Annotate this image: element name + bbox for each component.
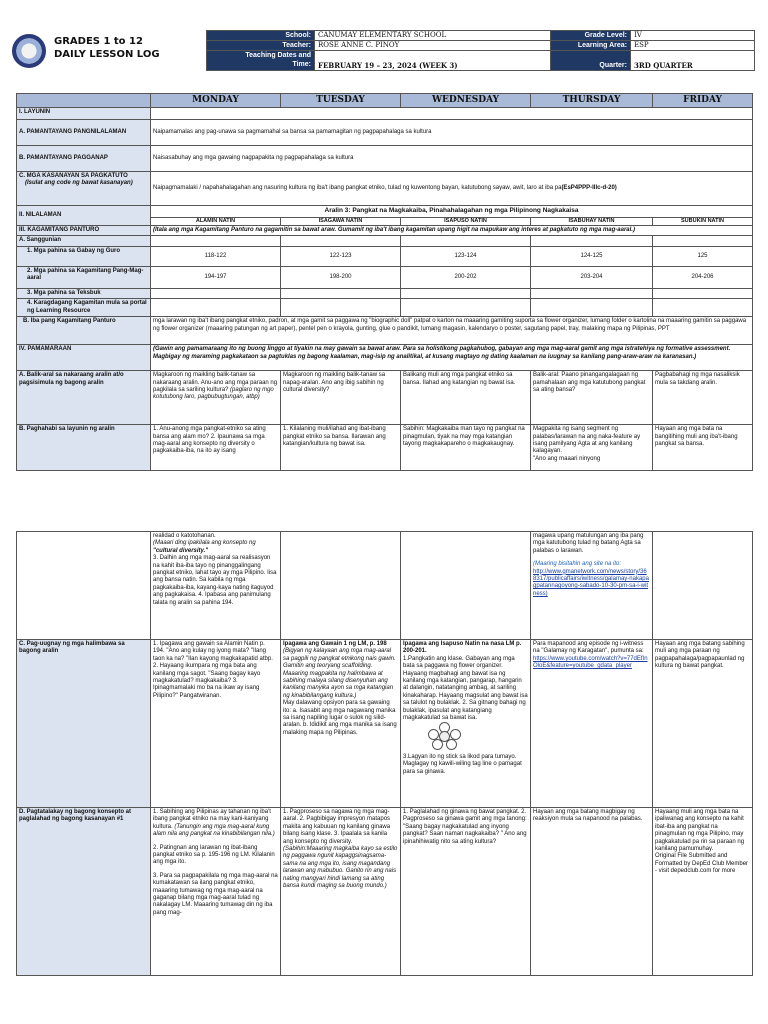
day-monday: MONDAY [151,94,281,108]
iba-pang-kagamitan: mga larawan ng iba't ibang pangkat etniko, padron, at mga gamit sa paggawa ng "biographic doll" patpat o karton na maaaring gamiting suporta sa flower organizer, lumang folder o kartolina na maaaring gamitin sa paggawa ng flower organizer (maaaring patungan ng art paper), pentel pen o krayola, gunting, glue o pandikit, lumang magasin, kalendaryo o poster, sagutang papel, tray, malaking mapa ng Pilipinas, PPT [151,317,753,345]
pag-uugnay-monday: 1. Ipagawa ang gawain sa Alamin Natin p. 194. "Ano ang kulay ng iyong mata? "Ilang taon ka na? "Ilan kayong magkakapatid atbp. 2. Hayaang ikumpara ng mga bata ang kanilang mga sagot. "Saang bagay kayo magkakatulad? magkakaiba? 3. Ipinagmamalaki mo ba na ikaw ay isang Pilipino?" Pangatwiranan. [151,640,281,808]
area-value: ESP [631,41,755,51]
deped-seal-icon [12,34,46,68]
header-info-table: School: CANUMAY ELEMENTARY SCHOOL Grade Level: IV Teacher: ROSE ANNE C. PIÑOY Learning Area: ESP Teaching Dates and Time: FEBRUARY 19 – 23, 2024 (WEEK 3) Quarter: 3RD QUARTER [206,30,755,71]
day-tuesday: TUESDAY [281,94,401,108]
nilalaman-title: Aralin 3: Pangkat na Magkakaiba, Pinahahalagahan ng mga Pilipinong Nagkakaisa [151,206,753,218]
day-thursday: THURSDAY [531,94,653,108]
pagtatalakay-tuesday: 1. Pagproseso sa nagawa ng mga mag-aaral. 2. Pagbibigay impresyon matapos makita ang kabuuan ng kanilang ginawa bilang isang klase. 3. Ipaalala sa kanila ang konsepto ng diversity. (Sabihin:Maaaring magkaiba kayo sa estilo ng paggawa ngunit kapaggsinagsama-sama na ang mga ito, isang magandang larawan ang mabubuo. Ganito rin ang nais nating mangyari hindi lamang sa ating bansa kundi maging sa buong mundo.) [281,808,401,976]
dates-value: FEBRUARY 19 – 23, 2024 (WEEK 3) [315,51,551,71]
kagamitan-note: (Itala ang mga Kagamitang Panturo na gagamitin sa bawat araw. Gumamit ng iba't ibang kagamitan upang higit na mapukaw ang interes at pagkatuto ng mga mag-aaral.) [151,226,753,236]
pamantayang-pangnilalaman: Naipamamalas ang pag-unawa sa pagmamahal sa bansa sa pamamagitan ng pagpapahalaga sa kultura [151,120,753,146]
section-layunin: I. LAYUNIN [17,108,151,120]
continued-thursday: magawa upang matulungan ang iba pang mga katutubong tulad ng batang Agta sa palabas o larawan. (Maaring bisitahin ang site na ito: http://www.gmanetwork.com/news/story/368317/publicaffairs/iwitness/galamay-nakapagpatannagoyong-sabado-10-30-pm-sa-i-witness) [531,532,653,640]
balik-monday: Magkaroon ng maikling balik-tanaw sa nakaraang aralin. Anu-ano ang mga paraan ng pagkilala sa sariling kultura? (paglaro ng mgo kotutubong laro, pagbubugtungan, atbp) [151,371,281,425]
pag-uugnay-friday: Hayaan ang mga batang sabihing muli ang mga paraan ng pagpapahalaga/pagpapaunlad ng kultura ng bawat pangkat. [653,640,753,808]
balik-wednesday: Balikang muli ang mga pangkat etniko sa bansa. Ilahad ang katangian ng bawat isa. [401,371,531,425]
balik-friday: Pagbabahagi ng mga nasaliksik mula sa takdang aralin. [653,371,753,425]
pagtatalakay-monday: 1. Sabihing ang Pilipinas ay tahanan ng iba't ibang pangkat etniko na may kani-kaniyang kultura. (Tanungin ang mga mag-aaral kung alam nila ang pangkat na kinabibilangan nila.) 2. Patingnan ang larawan ng ibat-ibang pangkat etniko sa p. 195-196 ng LM. Kilalanin ang mga ito. 3. Para sa pagpapakilala ng mga mag-aaral na kumakatawan sa ilang pangkat etniko, maaaring tumawag ng mga mag-aaral na gaganap bilang mga mag-aaral tulad ng nakalagay LM. Maaaring tumawag din ng iba pang mag- [151,808,281,976]
paghahabi-friday: Hayaan ang mga bata na bangitihing muli ang iba't-ibang pangkat sa bansa. [653,425,753,471]
paghahabi-monday: 1. Anu-anong mga pangkat-etniko sa ating bansa ang alam mo? 2. Ipaunawa sa mga mag-aaral ang konsepto ng diversity o pagkakaiba-iba, na ito ay isang [151,425,281,471]
school-value: CANUMAY ELEMENTARY SCHOOL [315,31,551,41]
paghahabi-wednesday: Sabihin: Magkakaiba man tayo ng pangkat na pinagmulan, tiyak na may mga katangian tayong magkakapareho o magkakaugnay. [401,425,531,471]
pagtatalakay-wednesday: 1. Paglalahad ng ginawa ng bawat pangkat. 2. Pagproseso sa ginawa gamit ang mga tanong: "Saang bagay nagkakatulad ang inyong pangkat? Saan naman nagkakaiba? " Ano ang ipinahihiwatig nito sa ating kultura? [401,808,531,976]
log-title: GRADES 1 to 12 DAILY LESSON LOG [54,36,160,60]
balik-tuesday: Magkaroon ng maikling balik-tanaw sa napag-aralan. Ano ang ibig sabihin ng cultural diversity? [281,371,401,425]
pag-uugnay-thursday: Para mapanood ang episode ng i-witness na "Galamay ng Karagatan", pumunta sa: https://www.youtube.com/watch?v=77dEfInOloE&feature=youtube_gdata_player [531,640,653,808]
flower-organizer-icon [428,722,462,750]
paghahabi-thursday: Magpakita ng isang segment ng palabas/larawan na ang naka-feature ay isang pamilyang Agta at ang kanilang kalagayan. "Ano ang maaari ninyong [531,425,653,471]
paghahabi-tuesday: 1. Kilalaning muli/ilahad ang ibat-ibang pangkat etniko sa bansa. Ilarawan ang katangian/kultura ng bawat isa. [281,425,401,471]
pamantayang-pagganap: Naisasabuhay ang mga gawaing nagpapakita ng pagpapahalaga sa kultura [151,146,753,172]
kasanayan: Naipagmamalaki / napahahalagahan ang nasuring kultura ng iba't ibang pangkat etniko, tulad ng kuwentong bayan, katutubong sayaw, awit, laro at iba pa(EsP4PPP-IIIc-d-20) [151,172,753,206]
day-friday: FRIDAY [653,94,753,108]
lesson-log-table: MONDAY TUESDAY WEDNESDAY THURSDAY FRIDAY I. LAYUNIN A. PAMANTAYANG PANGNILALAMAN Naipamamalas ang pag-unawa sa pagmamahal sa bansa sa pamamagitan ng pagpapahalaga sa kultura B. PAMANTAYANG PAGGANAP Naisasabuhay ang mga gawaing nagpapakita ng pagpapahalaga sa kultura C. MGA KASANAYAN SA PAGKATUTO (Isulat ang code ng bawat kasanayan) Naipagmamalaki / napahahalagahan ang nasuring kultura ng iba't ibang pangkat etniko, tulad ng kuwentong bayan, katutubong sayaw, awit, laro at iba pa(EsP4PPP-IIIc-d-20) II. NILALAMAN Aralin 3: Pangkat na Magkakaiba, Pinahahalagahan ng mga Pilipinong Nagkakaisa ALAMIN NATIN ISAGAWA NATIN ISAPUSO NATIN ISABUHAY NATIN SUBUKIN NATIN III. KAGAMITANG PANTURO (Itala ang mga Kagamitang Panturo na gagamitin sa bawat araw. Gumamit ng iba't ibang kagamitan upang higit na mapukaw ang interes at pagkatuto ng mga mag-aaral.) A. Sanggunian 1. Mga pahina sa Gabay ng Guro 118-122 122-123 123-124 124-125 125 2. Mga pahina sa Kagamitang Pang-Mag-aaral 194-197 198-200 200-202 203-204 204-206 3. Mga pahina sa Teksbuk 4. Karagdagang Kagamitan mula sa portal ng Learning Resource B. Iba pang Kagamitang Panturo mga larawan ng iba't ibang pangkat etniko, padron, at mga gamit sa paggawa ng "biographic doll" patpat o karton na maaaring gamiting suporta sa flower organizer, lumang folder o kartolina na maaaring gamitin sa paggawa ng flower organizer (maaaring patungan ng art paper), pentel pen o krayola, gunting, glue o pandikit, lumang magasin, kalendaryo o poster, sagutang papel, tray, malaking mapa ng Pilipinas, PPT IV. PAMAMARAAN (Gawin ang pamamaraang ito ng buong linggo at tiyakin na may gawain sa bawat araw. Para sa holistikong pagkahubog, gabayan ang mga mag-aaral gamit ang mga istratehiya ng formative assessment. Magbigay ng maraming pagkakataon sa pagtuklas ng bagong kaalaman, mag-isip ng analitikal, at kusang magtayo ng dating kaalaman na iuugnay sa kanilang pang-araw-araw na karanasan.) A. Balik-aral sa nakaraang aralin at/o pagsisimula ng bagong aralin Magkaroon ng maikling balik-tanaw sa nakaraang aralin. Anu-ano ang mga paraan ng pagkilala sa sariling kultura? (paglaro ng mgo kotutubong laro, pagbubugtungan, atbp) Magkaroon ng maikling balik-tanaw sa napag-aralan. Ano ang ibig sabihin ng cultural diversity? Balikang muli ang mga pangkat etniko sa bansa. Ilahad ang katangian ng bawat isa. Balik-aral: Paano pinangangalagaan ng pamahalaan ang mga katutubong pangkat sa ating bansa? Pagbabahagi ng mga nasaliksik mula sa takdang aralin. B. Paghahabi sa layunin ng aralin 1. Anu-anong mga pangkat-etniko sa ating bansa ang alam mo? 2. Ipaunawa sa mga mag-aaral ang konsepto ng diversity o pagkakaiba-iba, na ito ay isang 1. Kilalaning muli/ilahad ang ibat-ibang pangkat etniko sa bansa. Ilarawan ang katangian/kultura ng bawat isa. Sabihin: Magkakaiba man tayo ng pangkat na pinagmulan, tiyak na may mga katangian tayong magkakapareho o magkakaugnay. Magpakita ng isang segment ng palabas/larawan na ang naka-feature ay isang pamilyang Agta at ang kanilang kalagayan. "Ano ang maaari ninyong Hayaan ang mga bata na bangitihing muli ang iba't-ibang pangkat sa bansa. [16,93,753,471]
gmanetwork-link[interactable]: http://www.gmanetwork.com/news/story/368317/publicaffairs/iwitness/galamay-nakapagpatannagoyong-sabado-10-30-pm-sa-i-witness) [533,568,649,597]
continued-monday: realidad o katotohanan. (Maaari ding ipakilala ang konsepto ng "cultural diversity." 3. Dalhin ang mga mag-aaral sa realisasyon na kahit iba-iba tayo ng pinanggalingang pangkat etniko, lahat tayo ay mga Pilipino. Iisa ang bansa natin. Sa kabila ng mga pagkakaiba-iba, kayang-kaya nating itaguyod ang pagkakaisa. 4. Ipabasa ang panimulang talata ng aralin sa pahina 194. [151,532,281,640]
balik-thursday: Balik-aral: Paano pinangangalagaan ng pamahalaan ang mga katutubong pangkat sa ating bansa? [531,371,653,425]
pagtatalakay-friday: Hayaang muli ang mga bata na ipaliwanag ang konsepto na kahit ibat-iba ang pangkat na pinagmulan ng mga Pilipino, may pagkakatulad pa rin sa paraan ng kanilang pamumuhay. Original File Submitted and Formatted by DepEd Club Member - visit depedclub.com for more [653,808,753,976]
pamamaraan-note: (Gawin ang pamamaraang ito ng buong linggo at tiyakin na may gawain sa bawat araw. Para sa holistikong pagkahubog, gabayan ang mga mag-aaral gamit ang mga istratehiya ng formative assessment. Magbigay ng maraming pagkakataon sa pagtuklas ng bagong kaalaman, mag-isip ng analitikal, at kusang magtayo ng dating kaalaman na iuugnay sa kanilang pang-araw-araw na karanasan.) [151,345,753,371]
pag-uugnay-tuesday: Ipagawa ang Gawain 1 ng LM, p. 198 (Bigyan ng kalayaan ang mga mag-aaral sa pagpili ng pangkat etnikong nais gawin. Gamitin ang teoryang scaffolding. Maaaring magpakita ng halimbawa at sabihing malaya silang disenyuhan ang kanilang manyika ayon sa mga katangian ng kinabibilangang kultura.) May dalawang opsiyon para sa gawaing ito: a. Isasabit ang mga nagawang manika sa isang napiling lugar o sulok ng silid-aralan. b. Ididikit ang mga manika sa isang malaking mapa ng Pilipinas. [281,640,401,808]
pagtatalakay-thursday: Hayaan ang mga batang magbigay ng reaksiyon mula sa napanood na palabas. [531,808,653,976]
teacher-value: ROSE ANNE C. PIÑOY [315,41,551,51]
day-wednesday: WEDNESDAY [401,94,531,108]
grade-value: IV [631,31,755,41]
youtube-link[interactable]: https://www.youtube.com/watch?v=77dEfInOloE&feature=youtube_gdata_player [533,655,648,670]
pag-uugnay-wednesday: Ipagawa ang Isapuso Natin na nasa LM p. 200-201. 1.Pangkatin ang klase. Gabayan ang mga bata sa paggawa ng flower organizer. Hayaang magbahagi ang bawat isa ng kanilang mga katangian, pangarap, hangarin at dalangin, natatanging ambag, at sariling kinakaharap. Hayaang magsulat ang bawat isa sa talulot ng bulaklak. 2. Sa gitnang bahagi ng bulaklak, ipasulat ang katangiang magkakatulad sa bawat isa. 3.Lagyan ito ng stick sa likod para tumayo. Maglagay ng kawili-wiling tag line o pamagat para sa ginawa. [401,640,531,808]
lesson-log-table-continued: realidad o katotohanan. (Maaari ding ipakilala ang konsepto ng "cultural diversity." 3. Dalhin ang mga mag-aaral sa realisasyon na kahit iba-iba tayo ng pinanggalingang pangkat etniko, lahat tayo ay mga Pilipino. Iisa ang bansa natin. Sa kabila ng mga pagkakaiba-iba, kayang-kaya nating itaguyod ang pagkakaisa. 4. Ipabasa ang panimulang talata ng aralin sa pahina 194. magawa upang matulungan ang iba pang mga katutubong tulad ng batang Agta sa palabas o larawan. (Maaring bisitahin ang site na ito: http://www.gmanetwork.com/news/story/368317/publicaffairs/iwitness/galamay-nakapagpatannagoyong-sabado-10-30-pm-sa-i-witness) C. Pag-uugnay ng mga halimbawa sa bagong aralin 1. Ipagawa ang gawain sa Alamin Natin p. 194. "Ano ang kulay ng iyong mata? "Ilang taon ka na? "Ilan kayong magkakapatid atbp. 2. Hayaang ikumpara ng mga bata ang kanilang mga sagot. "Saang bagay kayo magkakatulad? magkakaiba? 3. Ipinagmamalaki mo ba na ikaw ay isang Pilipino?" Pangatwiranan. Ipagawa ang Gawain 1 ng LM, p. 198 (Bigyan ng kalayaan ang mga mag-aaral sa pagpili ng pangkat etnikong nais gawin. Gamitin ang teoryang scaffolding. Maaaring magpakita ng halimbawa at sabihing malaya silang disenyuhan ang kanilang manyika ayon sa mga katangian ng kinabibilangang kultura.) May dalawang opsiyon para sa gawaing ito: a. Isasabit ang mga nagawang manika sa isang napiling lugar o sulok ng silid-aralan. b. Ididikit ang mga manika sa isang malaking mapa ng Pilipinas. Ipagawa ang Isapuso Natin na nasa LM p. 200-201. 1.Pangkatin ang klase. Gabayan ang mga bata sa paggawa ng flower organizer. Hayaang magbahagi ang bawat isa ng kanilang mga katangian, pangarap, hangarin at dalangin, natatanging ambag, at sariling kinakaharap. Hayaang magsulat ang bawat isa sa talulot ng bulaklak. 2. Sa gitnang bahagi ng bulaklak, ipasulat ang katangiang magkakatulad sa bawat isa. 3.Lagyan ito ng stick sa likod para tumayo. Maglagay ng kawili-wiling tag line o pamagat para sa ginawa. Para mapanood ang episode ng i-witness na "Galamay ng Karagatan", pumunta sa: https://www.youtube.com/watch?v=77dEfInOloE&feature=youtube_gdata_player Hayaan ang mga batang sabihing muli ang mga paraan ng pagpapahalaga/pagpapaunlad ng kultura ng bawat pangkat. D. Pagtatalakay ng bagong konsepto at paglalahad ng bagong kasanayan #1 1. Sabihing ang Pilipinas ay tahanan ng iba't ibang pangkat etniko na may kani-kaniyang kultura. (Tanungin ang mga mag-aaral kung alam nila ang pangkat na kinabibilangan nila.) 2. Patingnan ang larawan ng ibat-ibang pangkat etniko sa p. 195-196 ng LM. Kilalanin ang mga ito. 3. Para sa pagpapakilala ng mga mag-aaral na kumakatawan sa ilang pangkat etniko, maaaring tumawag ng mga mag-aaral na gaganap bilang mga mag-aaral tulad ng nakalagay LM. Maaaring tumawag din ng iba pang mag- 1. Pagproseso sa nagawa ng mga mag-aaral. 2. Pagbibigay impresyon matapos makita ang kabuuan ng kanilang ginawa bilang isang klase. 3. Ipaalala sa kanila ang konsepto ng diversity. (Sabihin:Maaaring magkaiba kayo sa estilo ng paggawa ngunit kapaggsinagsama-sama na ang mga ito, isang magandang larawan ang mabubuo. Ganito rin ang nais nating mangyari hindi lamang sa ating bansa kundi maging sa buong mundo.) 1. Paglalahad ng ginawa ng bawat pangkat. 2. Pagproseso sa ginawa gamit ang mga tanong: "Saang bagay nagkakatulad ang inyong pangkat? Saan naman nagkakaiba? " Ano ang ipinahihiwatig nito sa ating kultura? Hayaan ang mga batang magbigay ng reaksiyon mula sa napanood na palabas. Hayaang muli ang mga bata na ipaliwanag ang konsepto na kahit ibat-iba ang pangkat na pinagmulan ng mga Pilipino, may pagkakatulad pa rin sa paraan ng kanilang pamumuhay. Original File Submitted and Formatted by DepEd Club Member - visit depedclub.com for more [16,531,753,976]
quarter-value: 3RD QUARTER [631,51,755,71]
depedclub-credit: Original File Submitted and Formatted by DepEd Club Member - visit depedclub.com for more [655,853,749,875]
